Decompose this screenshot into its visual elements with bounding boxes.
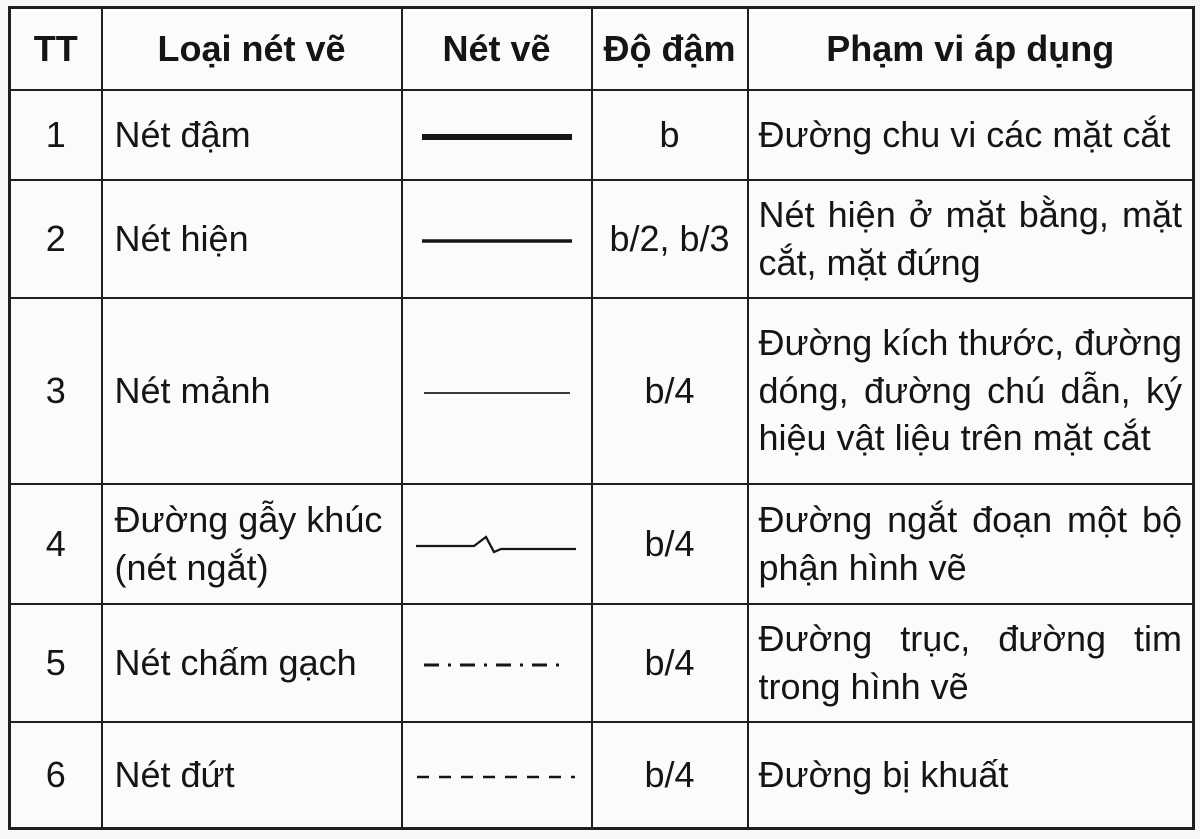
row-number: 3	[10, 298, 102, 484]
line-specimen-cell	[402, 722, 592, 829]
medium-solid-line-icon	[414, 229, 580, 253]
table-row	[10, 722, 1194, 829]
table-body	[10, 90, 1194, 829]
line-weight: b	[592, 90, 748, 180]
line-type-name: Nét đậm	[102, 90, 402, 180]
row-number: 5	[10, 604, 102, 722]
line-weight: b/4	[592, 298, 748, 484]
line-weight: b/4	[592, 484, 748, 604]
col-header-line: Nét vẽ	[402, 8, 592, 90]
col-header-type: Loại nét vẽ	[102, 8, 402, 90]
line-specimen-cell	[402, 298, 592, 484]
line-type-name: Nét chấm gạch	[102, 604, 402, 722]
table-row	[10, 90, 1194, 180]
dash-dot-line-icon	[414, 653, 580, 677]
line-specimen-cell	[402, 90, 592, 180]
thin-solid-line-icon	[414, 381, 580, 405]
table-row	[10, 180, 1194, 298]
line-specimen-cell	[402, 484, 592, 604]
break-line-icon	[412, 533, 582, 559]
line-types-table	[8, 6, 1195, 830]
row-number: 2	[10, 180, 102, 298]
col-header-weight: Độ đậm	[592, 8, 748, 90]
line-scope: Đường chu vi các mặt cắt	[748, 90, 1194, 180]
header-row	[10, 8, 1194, 90]
thick-solid-line-icon	[414, 125, 580, 149]
table-row	[10, 604, 1194, 722]
line-type-name: Nét hiện	[102, 180, 402, 298]
line-scope: Nét hiện ở mặt bằng, mặt cắt, mặt đứng	[748, 180, 1194, 298]
line-specimen-cell	[402, 604, 592, 722]
col-header-scope: Phạm vi áp dụng	[748, 8, 1194, 90]
table-row	[10, 298, 1194, 484]
line-scope: Đường kích thước, đường dóng, đường chú dẫn, ký hiệu vật liệu trên mặt cắt	[748, 298, 1194, 484]
line-weight: b/4	[592, 604, 748, 722]
line-weight: b/4	[592, 722, 748, 829]
line-weight: b/2, b/3	[592, 180, 748, 298]
row-number: 4	[10, 484, 102, 604]
line-scope: Đường bị khuất	[748, 722, 1194, 829]
row-number: 1	[10, 90, 102, 180]
line-type-name: Đường gẫy khúc (nét ngắt)	[102, 484, 402, 604]
dashed-line-icon	[412, 765, 582, 789]
line-specimen-cell	[402, 180, 592, 298]
row-number: 6	[10, 722, 102, 829]
line-type-name: Nét mảnh	[102, 298, 402, 484]
col-header-tt: TT	[10, 8, 102, 90]
line-scope: Đường ngắt đoạn một bộ phận hình vẽ	[748, 484, 1194, 604]
line-scope: Đường trục, đường tim trong hình vẽ	[748, 604, 1194, 722]
line-type-name: Nét đứt	[102, 722, 402, 829]
table-row	[10, 484, 1194, 604]
